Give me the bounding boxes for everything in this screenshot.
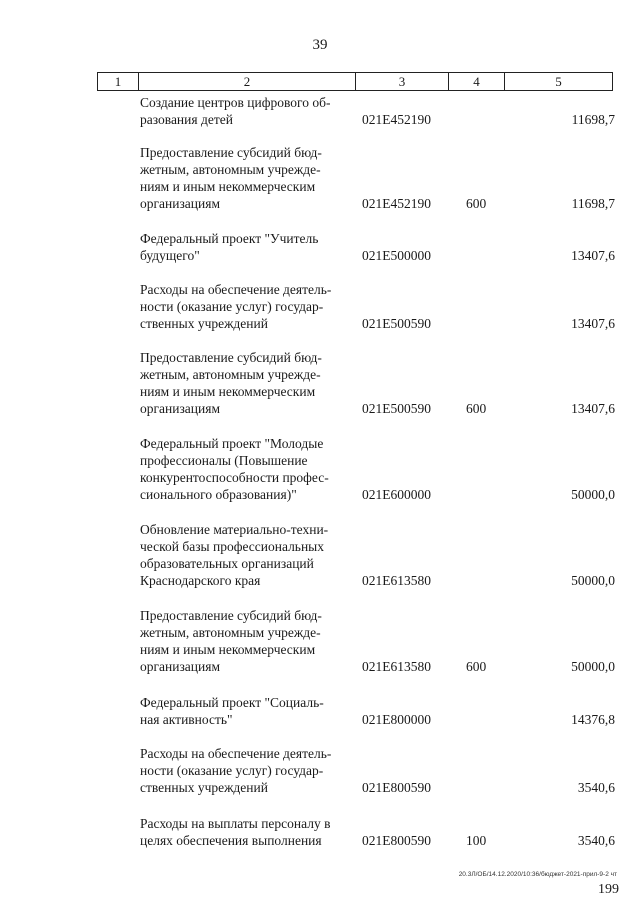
row-description [140, 94, 352, 128]
footer-stamp: 20.3Л/ОБ/14.12.2020/10:36/бюджет-2021-прил-9-2 чт [458, 871, 617, 878]
description-line: Создание центров цифрового об- [140, 95, 331, 110]
row-code: 021E500590 [362, 316, 431, 331]
row-sum: 50000,0 [571, 573, 615, 588]
description-line: ственных учреждений [140, 780, 268, 795]
row-sum: 11698,7 [571, 112, 615, 127]
description-line: будущего" [140, 248, 200, 263]
description-line: жетным, автономным учрежде- [140, 625, 321, 640]
description-line: ности (оказание услуг) государ- [140, 299, 324, 314]
row-description [140, 521, 352, 589]
description-line: профессионалы (Повышение [140, 453, 308, 468]
header-col-3: 3 [356, 73, 449, 90]
row-description [140, 607, 352, 675]
description-line: организациям [140, 659, 221, 674]
row-code: 021E452190 [362, 196, 431, 211]
description-line: Федеральный проект "Учитель [140, 231, 319, 246]
description-line: ческой базы профессиональных [140, 539, 325, 554]
description-line: Федеральный проект "Молодые [140, 436, 324, 451]
row-description [140, 694, 352, 728]
row-code: 021E800590 [362, 780, 431, 795]
description-line: Предоставление субсидий бюд- [140, 350, 322, 365]
description-line: ственных учреждений [140, 316, 268, 331]
description-line: образовательных организаций [140, 556, 314, 571]
row-expense-type: 100 [466, 833, 487, 848]
description-line: Предоставление субсидий бюд- [140, 145, 322, 160]
row-description [140, 435, 352, 503]
header-col-2: 2 [139, 73, 356, 90]
description-line: ности (оказание услуг) государ- [140, 763, 324, 778]
footer-page-number: 199 [598, 882, 619, 897]
row-sum: 11698,7 [571, 196, 615, 211]
description-line: Предоставление субсидий бюд- [140, 608, 322, 623]
row-code: 021E800590 [362, 833, 431, 848]
row-description [140, 230, 352, 264]
description-line: Краснодарского края [140, 573, 261, 588]
row-code: 021E500000 [362, 248, 431, 263]
row-code: 021E500590 [362, 401, 431, 416]
table-header-row [97, 72, 613, 91]
header-col-5: 5 [555, 74, 562, 89]
row-expense-type: 600 [466, 659, 487, 674]
row-description [140, 281, 352, 332]
row-description [140, 745, 352, 796]
row-code: 021E452190 [362, 112, 431, 127]
description-line: Расходы на выплаты персоналу в [140, 816, 331, 831]
description-line: Расходы на обеспечение деятель- [140, 282, 332, 297]
description-line: целях обеспечения выполнения [140, 833, 322, 848]
header-col-4: 4 [449, 73, 505, 90]
row-code: 021E613580 [362, 659, 431, 674]
row-code: 021E600000 [362, 487, 431, 502]
page-number: 39 [312, 37, 328, 53]
row-sum: 50000,0 [571, 659, 615, 674]
description-line: Расходы на обеспечение деятель- [140, 746, 332, 761]
row-code: 021E613580 [362, 573, 431, 588]
description-line: ниям и иным некоммерческим [140, 642, 316, 657]
row-sum: 14376,8 [571, 712, 615, 727]
row-sum: 3540,6 [577, 780, 615, 795]
description-line: жетным, автономным учрежде- [140, 162, 321, 177]
row-expense-type: 600 [466, 196, 487, 211]
description-line: ная активность" [140, 712, 233, 727]
description-line: организациям [140, 401, 221, 416]
description-line: жетным, автономным учрежде- [140, 367, 321, 382]
row-expense-type: 600 [466, 401, 487, 416]
description-line: разования детей [140, 112, 233, 127]
description-line: организациям [140, 196, 221, 211]
description-line: ниям и иным некоммерческим [140, 384, 316, 399]
row-description [140, 815, 352, 849]
row-description [140, 144, 352, 212]
description-line: Федеральный проект "Социаль- [140, 695, 324, 710]
row-sum: 13407,6 [571, 248, 615, 263]
description-line: сионального образования)" [140, 487, 297, 502]
row-sum: 13407,6 [571, 401, 615, 416]
row-description [140, 349, 352, 417]
row-sum: 13407,6 [571, 316, 615, 331]
row-sum: 50000,0 [571, 487, 615, 502]
row-sum: 3540,6 [577, 833, 615, 848]
description-line: Обновление материально-техни- [140, 522, 329, 537]
header-col-1: 1 [98, 73, 139, 90]
description-line: конкурентоспособности профес- [140, 470, 329, 485]
description-line: ниям и иным некоммерческим [140, 179, 316, 194]
row-code: 021E800000 [362, 712, 431, 727]
